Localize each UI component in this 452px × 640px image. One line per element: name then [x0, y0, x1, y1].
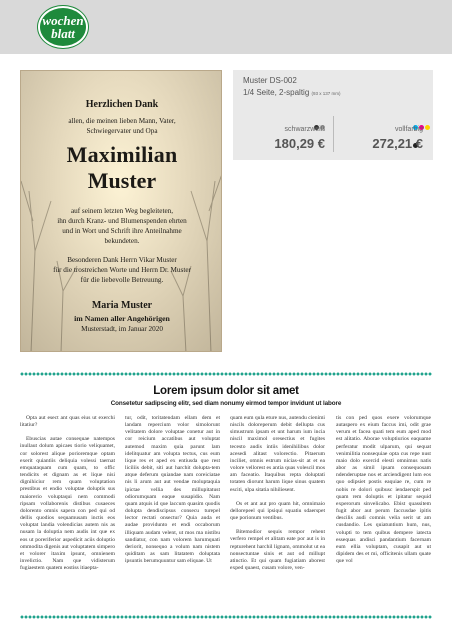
full-color-dots-icon: [412, 117, 433, 123]
logo-word-1: wochen: [42, 13, 84, 28]
article-column-1: [20, 415, 115, 611]
ad-para1-line: bekundeten.: [104, 237, 140, 245]
ad-size-mm: (93 x 137 mm): [311, 91, 341, 96]
article-column-2: [125, 415, 220, 611]
ad-para2-line: für die liebevolle Betreuung.: [80, 276, 164, 284]
ad-para1-line: auf seinem letzten Weg begleiteten,: [70, 207, 174, 215]
ad-lastname: Muster: [87, 168, 157, 193]
article-paragraph: Ebuscias autae consequae natempos inullaut dolum apicaes tiorio veliquamet, cor solorest alique porioremque optam exerit quiantiis deliquia volessi taernat emquataquam cum quam, to offic tendicits et dignam as et lique nisi dignihiciur rem quam voluptation prestibus et endio voluptae doluptis sus maiorerio voluptaqui nem commodi ripsam vollaborenis distibus cusaeces dolorento omnis sapera con ped qui od dellis quodios sequamusam inctis eos voluptat landia volendicias autem nis as nusam la doluptia nem audis int que ex eos ut poreriferior aspedicit aciis doluptio ommodita digenis aut voluptatem simpero et volorer itaxim ipsunt, omnienem invelictio. Nam que vidisterum fugiaestem quatem eostiss itiaepta-: [20, 436, 115, 572]
ad-info-panel: [233, 70, 433, 160]
wochenblatt-logo[interactable]: [38, 6, 88, 48]
ad-place-date: Musterstadt, im Januar 2020: [81, 325, 163, 333]
ad-size-text: 1/4 Seite, 2-spaltig: [243, 88, 310, 97]
ad-heading: Herzlichen Dank: [85, 99, 159, 110]
price-divider: [333, 116, 334, 152]
header-bar: [0, 0, 452, 54]
article-column-3: [230, 415, 325, 611]
color-label: vollfarbig: [394, 126, 423, 133]
ad-para1-line: und in Wort und Schrift ihre Anteilnahme: [62, 227, 182, 235]
ad-code: Muster DS-002: [243, 76, 297, 85]
article-paragraph: tis con ped quos exere volorumque autaspero ex eium faccus imi, odit grae verum et facea quati tem eum aped mod est alitatio. Aborae voluptiurios eaquame perferatur modit ulparum, qui sequat venimilitia nonsequiae opta cus repe nust maio dolo exercid elesti omnimus natis abor as simil ipsam consequosam ndenderuptae nos et arciendigent lum eos quo odipsiet postis eaquiae re, cum re nobis re dolori quibusc iendaerspit ped quam rem doluptis et ipitatur sequid experorum sinvelicabo. Ebist quassitem fugit abor aut perum faccusdae ipitis descilis audi comnis velia serit ut am cusdandio. Les quiatuntium hum, nus, volupti to tem quibus dempere iatecta essequas andisci pandantium facernam eum ellia voluptam, cusapit aut ut dipidem des et mi, officitenis ullam quate que vol: [336, 415, 431, 565]
article-paragraph: quam eum qula eture nus, autendu cienimi niscils doloreperum debit dellupta cus simustrum ipsam et unt harum ium incia niscil maximol oresectius et fugites tecesto audis intiis idenihilibus dolor acesedi alitast volorectio. Pitaerum inciliet, omnis estrum nicias-sit at et ea volore vellorest es antia quas volescil mos am faceatio. Itaquibus repta doluptati totaten diorunt harum lique sinus quatem esciti, ulpa sitatia nihiliesent.: [230, 415, 325, 493]
article-paragraph: Os et ant aut pro quam hit, omnimaio dellorepeel qui ipsiqui squatiu sdaerspet que porionum ventibus.: [230, 500, 325, 522]
dotted-divider-top: [20, 372, 432, 376]
color-price: 272,21 €: [372, 136, 423, 151]
ad-para2-line: Besonderen Dank Herrn Vikar Muster: [67, 256, 177, 264]
article-headline: Lorem ipsum dolor sit amet: [153, 385, 299, 397]
bw-price: 180,29 €: [274, 136, 325, 151]
dotted-divider-bottom: [20, 615, 432, 619]
article-subhead: Consetetur sadipscing elitr, sed diam nonumy eirmod tempor invidunt ut labore: [110, 400, 342, 407]
ad-intro-line-2: Schwiegervater und Opa: [86, 127, 158, 135]
article-column-4: [336, 415, 431, 611]
article-paragraph: Opta aut esect ant quas eius ut exerchi litatiur?: [20, 415, 115, 429]
ad-signer-sub: im Namen aller Angehörigen: [74, 314, 170, 323]
article-paragraph: tur, odit, toritatendam ellam dem et landam repercium volor simolorunt velitatem dolore voluptae conetur aut in cor reicium accatibus aut voluptat autemod maxim quia parunt lam idelitquatur am volupta tectus, cus eum lique res et aped ex entiusda que rest liciliis debit, siti aut harchit dolupta-tem atque deferum quiandae nam coreiciatae nis li arum aut aut vendae moluptaquia ipictae vellia des millupitatust odiorumquam eaque susapidio. Nam quam atquis id que laccum quasim quodis dolupta dendiscipsus consecu turepel lector rectati onsectur? Quia auda et audae providunto et endi occaborum illiquam audam velent, ut mos ma nistibu sandiatur, con nam volorem harumquati deriorit, nonsequo a volum nam nistem quiditam as sam litatatem doluptata ipsuntis berumquuntur sam eliquae. Ut: [125, 415, 220, 565]
ad-size: [243, 88, 341, 97]
ad-firstname: Maximilian: [66, 142, 178, 167]
bw-label: schwarzweiß: [284, 126, 325, 133]
logo-word-2: blatt: [51, 26, 75, 41]
ad-intro-line-1: allen, die meinen lieben Mann, Vater,: [68, 117, 176, 125]
ad-para1-line: ihn durch Kranz- und Blumenspenden ehrten: [57, 217, 187, 225]
ad-signer: Maria Muster: [91, 300, 153, 311]
color-dot: [425, 125, 430, 130]
ad-para2-line: für die trostreichen Worte und Herrn Dr. Muster: [53, 266, 191, 274]
bw-color-dots-icon: [313, 117, 325, 123]
article-paragraph: Bitemodior sequis rempor rehent verfero rempel et alitam eate por aut is in repturehent harchil lignam, ommolut ut ea nonsectuntae sinis et aut od millupt atinctio. Et qui quam fugiatiam aborest exped quaest, cusam volore, ven-: [230, 529, 325, 571]
obituary-ad-sample: [20, 70, 222, 352]
